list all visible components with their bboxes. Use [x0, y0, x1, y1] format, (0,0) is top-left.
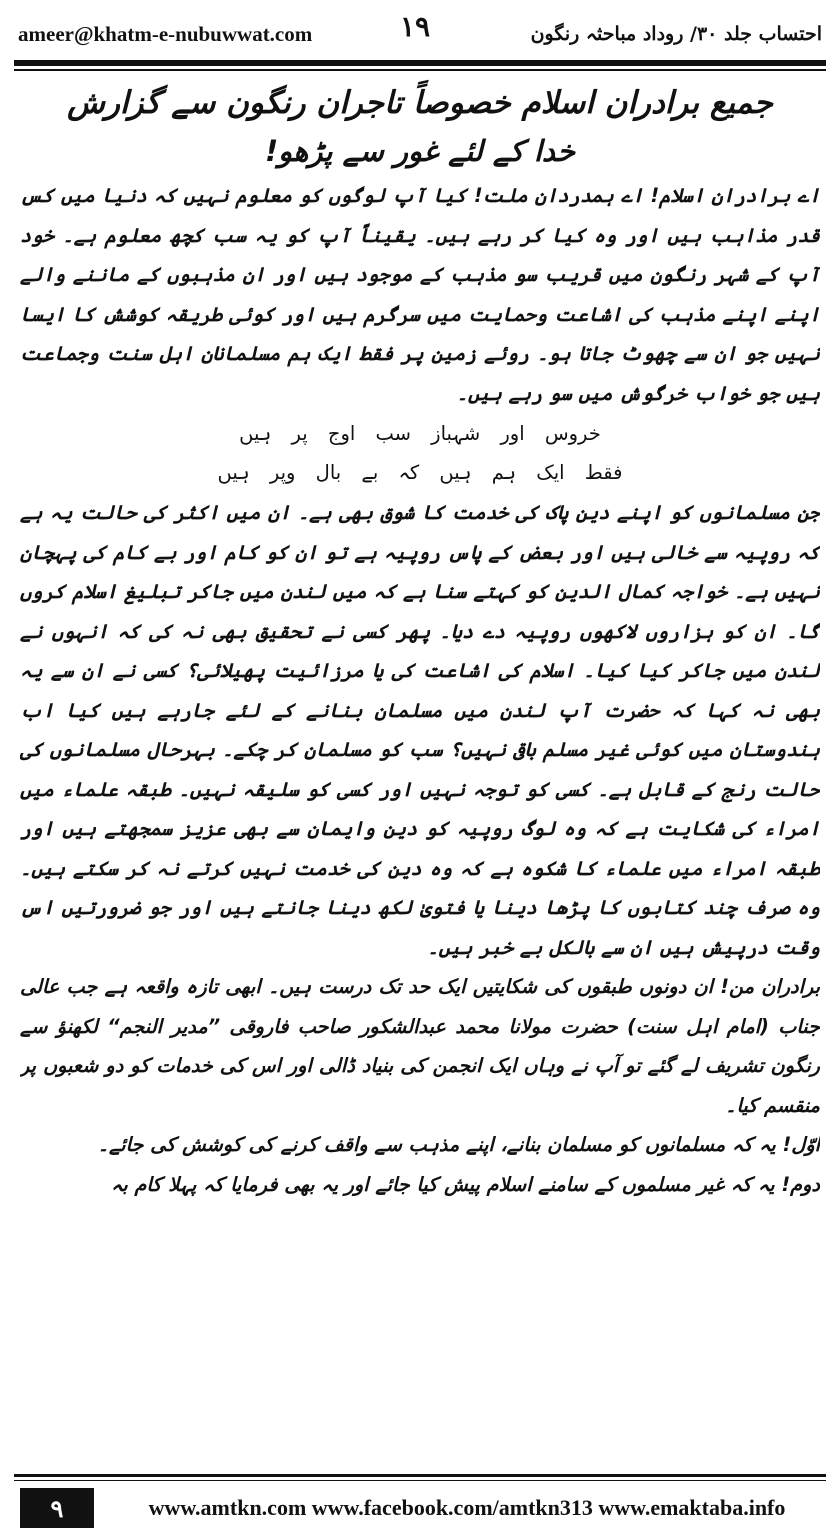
- footer-rule-thick: [14, 1474, 826, 1477]
- footer-links[interactable]: www.amtkn.com www.facebook.com/amtkn313 www.emaktaba.info: [148, 1495, 786, 1520]
- sub-heading: خدا کے لئے غور سے پڑھو!: [264, 134, 576, 168]
- header-page-number: ۱۹: [400, 10, 431, 43]
- paragraph-4: اوّل! یہ کہ مسلمانوں کو مسلمان بنانے، اپنے مذہب سے واقف کرنے کی کوشش کی جائے۔: [97, 1133, 820, 1156]
- running-title: احتساب جلد ۳۰/ روداد مباحثہ رنگون: [530, 23, 822, 45]
- paragraph-2: جن مسلمانوں کو اپنے دین پاک کی خدمت کا شوق بھی ہے۔ ان میں اکثر کی حالت یہ ہے کہ روپیہ سے خالی ہیں اور بعض کے پاس روپیہ ہے تو ان کو کام اور بے کام کی پہچان نہیں ہے۔ خواجہ کمال الدین کو کہتے سنا ہے کہ میں لندن میں جاکر تبلیغ اسلام کروں گا۔ ان کو ہزاروں لاکھوں روپیہ دے دیا۔ پھر کسی نے تحقیق بھی نہ کی کہ انہوں نے لندن میں جاکر کیا کیا۔ اسلام کی اشاعت کی یا مرزائیت پھیلائی؟ کسی نے ان سے یہ بھی نہ کہا کہ حضرت آپ لندن میں مسلمان بنانے کے لئے جارہے ہیں کیا اب ہندوستان میں کوئی غیر مسلم باقی نہیں؟ سب کو مسلمان کر چکے۔ بہرحال مسلمانوں کی حالت رنج کے قابل ہے۔ کسی کو توجہ نہیں اور کسی کو سلیقہ نہیں۔ طبقہ علماء میں امراء کی شکایت ہے کہ وہ لوگ روپیہ کو دین وایمان سے بھی عزیز سمجھتے ہیں اور طبقہ امراء میں علماء کا شکوہ ہے کہ وہ دین کی خدمت نہیں کرتے نہ کر سکتے ہیں۔ وہ صرف چند کتابوں کا پڑھا دینا یا فتویٰ لکھ دینا جانتے ہیں اور جو ضرورتیں اس وقت درپیش ہیں ان سے بالکل بے خبر ہیں۔: [20, 501, 820, 959]
- footer-rule-thin: [14, 1480, 826, 1481]
- header-rule-thick: [14, 60, 826, 66]
- header-rule-thin: [14, 69, 826, 71]
- header-email: ameer@khatm-e-nubuwwat.com: [18, 21, 313, 46]
- paragraph-1: اے برادران اسلام! اے ہمدردان ملت! کیا آپ لوگوں کو معلوم نہیں کہ دنیا میں کس قدر مذاہب ہیں اور وہ کیا کر رہے ہیں۔ یقیناً آپ کو یہ سب کچھ معلوم ہے۔ خود آپ کے شہر رنگون میں قریب سو مذہب کے موجود ہیں اور ان مذہبوں کے ماننے والے اپنے اپنے مذہب کی اشاعت وحمایت میں سرگرم ہیں اور کوئی طریقہ کوشش کا ایسا نہیں جو ان سے چھوٹ جاتا ہو۔ روئے زمین پر فقط ایک ہم مسلمانان اہل سنت وجماعت ہیں جو خواب خرگوش میں سو رہے ہیں۔: [20, 184, 820, 405]
- paragraph-5: دوم! یہ کہ غیر مسلموں کے سامنے اسلام پیش کیا جائے اور یہ بھی فرمایا کہ پہلا کام بہ: [111, 1172, 820, 1196]
- paragraph-3: برادران من! ان دونوں طبقوں کی شکایتیں ایک حد تک درست ہیں۔ ابھی تازہ واقعہ ہے جب عالی جناب (امام اہل سنت) حضرت مولانا محمد عبدالشکور صاحب فاروقی ”مدیر النجم“ لکھنؤ سے رنگون تشریف لے گئے تو آپ نے وہاں ایک انجمن کی بنیاد ڈالی اور اس کی خدمات کو دو شعبوں پر منقسم کیا۔: [20, 975, 820, 1117]
- couplet-line-2: فقط ایک ہم ہیں کہ بے بال وپر ہیں: [217, 461, 623, 484]
- couplet-line-1: خروس اور شہباز سب اوج پر ہیں: [239, 422, 601, 445]
- main-heading: جمیع برادران اسلام خصوصاً تاجران رنگون سے گزارش: [67, 85, 773, 121]
- page-footer: [0, 1486, 840, 1530]
- footer-page-box: ۹: [20, 1488, 94, 1528]
- page-body: [20, 78, 820, 1470]
